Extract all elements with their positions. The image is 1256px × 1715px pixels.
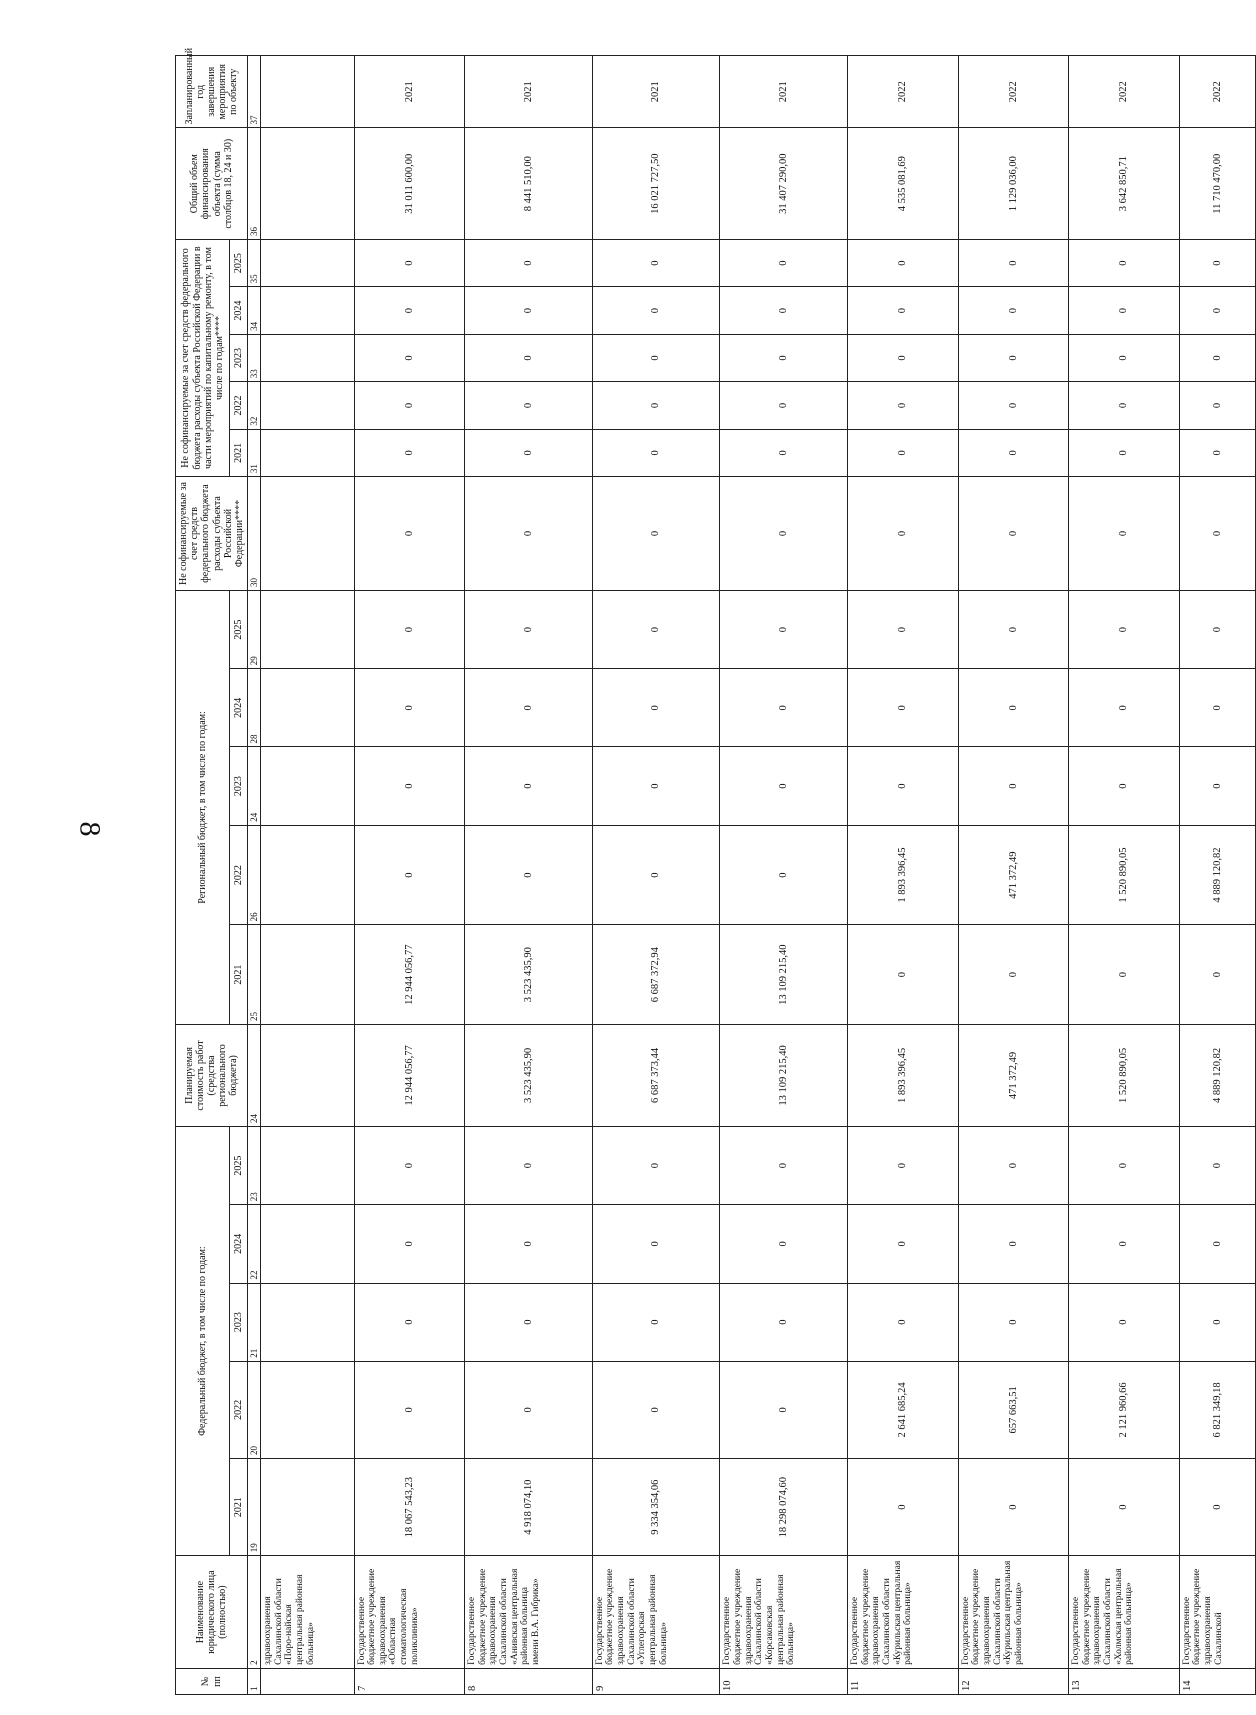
entity-name-cell: Государственное бюджетное учреждение здравоохранения «Областная стоматологическая поликлиника»: [354, 1556, 465, 1669]
value-cell-n2024: 0: [465, 287, 593, 334]
value-cell-n2023: 0: [1179, 334, 1255, 381]
value-cell-n2024: 0: [592, 287, 720, 334]
value-cell-nc: 0: [465, 477, 593, 591]
value-cell-f2023: 0: [958, 1283, 1069, 1361]
table-row: [1179, 56, 1255, 1695]
value-cell-f2025: 0: [720, 1126, 848, 1204]
value-cell-r2021: 13 109 215,40: [720, 925, 848, 1025]
value-cell-n2023: 0: [848, 334, 959, 381]
value-cell-planned: 13 109 215,40: [720, 1024, 848, 1126]
value-cell-f2024: [261, 1205, 354, 1283]
value-cell-r2025: 0: [465, 590, 593, 668]
value-cell-r2024: [261, 669, 354, 747]
value-cell-n2021: 0: [592, 429, 720, 476]
value-cell-n2021: 0: [958, 429, 1069, 476]
value-cell-f2023: 0: [720, 1283, 848, 1361]
header-reg-year: 2021: [230, 925, 248, 1025]
header-fed-year: 2022: [230, 1361, 248, 1458]
header-not-cofinanced: Не софинансируемые за счет средств федерального бюджета расходы субъекта Российской Федерации****: [176, 477, 248, 591]
value-cell-n2021: 0: [848, 429, 959, 476]
value-cell-nc: 0: [1179, 477, 1255, 591]
value-cell-n2022: 0: [848, 382, 959, 429]
value-cell-total: 16 021 727,50: [592, 128, 720, 239]
value-cell-r2025: 0: [354, 590, 465, 668]
value-cell-n2024: [261, 287, 354, 334]
value-cell-f2023: 0: [592, 1283, 720, 1361]
value-cell-f2023: 0: [1179, 1283, 1255, 1361]
value-cell-r2021: 12 944 056,77: [354, 925, 465, 1025]
header-no: № пп: [176, 1668, 248, 1694]
value-cell-f2023: [261, 1283, 354, 1361]
value-cell-r2023: 0: [592, 747, 720, 825]
value-cell-n2022: 0: [1179, 382, 1255, 429]
header-reg-year: 2023: [230, 747, 248, 825]
value-cell-n2021: 0: [465, 429, 593, 476]
value-cell-f2022: 0: [592, 1361, 720, 1458]
value-cell-n2022: 0: [958, 382, 1069, 429]
value-cell-r2021: 0: [1069, 925, 1180, 1025]
value-cell-nc: 0: [848, 477, 959, 591]
value-cell-n2022: 0: [1069, 382, 1180, 429]
value-cell-f2024: 0: [1069, 1205, 1180, 1283]
header-fed-year: 2021: [230, 1459, 248, 1556]
value-cell-n2025: 0: [848, 239, 959, 286]
value-cell-f2022: 657 663,51: [958, 1361, 1069, 1458]
value-cell-n2023: 0: [354, 334, 465, 381]
header-year: Запланированный год завершения мероприятия по объекту: [176, 56, 248, 128]
column-number: 31: [248, 429, 261, 476]
value-cell-f2022: 0: [720, 1361, 848, 1458]
value-cell-f2021: 18 298 074,60: [720, 1459, 848, 1556]
value-cell-total: 31 407 290,00: [720, 128, 848, 239]
value-cell-year: 2022: [1179, 56, 1255, 128]
table-body: [261, 56, 1256, 1695]
value-cell-r2025: [261, 590, 354, 668]
value-cell-f2021: 18 067 543,23: [354, 1459, 465, 1556]
value-cell-r2022: 4 889 120,82: [1179, 825, 1255, 925]
value-cell-r2022: [261, 825, 354, 925]
value-cell-f2023: 0: [465, 1283, 593, 1361]
header-nc-year: 2024: [230, 287, 248, 334]
entity-name-cell: Государственное бюджетное учреждение здравоохранения Сахалинской области «Курильская центральная районная больница»: [958, 1556, 1069, 1669]
value-cell-nc: 0: [1069, 477, 1180, 591]
value-cell-f2023: 0: [848, 1283, 959, 1361]
column-number: 34: [248, 287, 261, 334]
value-cell-r2025: 0: [848, 590, 959, 668]
column-number: 21: [248, 1283, 261, 1361]
value-cell-year: 2021: [720, 56, 848, 128]
value-cell-r2021: 6 687 372,94: [592, 925, 720, 1025]
value-cell-n2023: 0: [1069, 334, 1180, 381]
value-cell-planned: 12 944 056,77: [354, 1024, 465, 1126]
financing-table: [175, 47, 1256, 1695]
value-cell-r2021: 0: [1179, 925, 1255, 1025]
value-cell-r2022: 0: [720, 825, 848, 925]
value-cell-f2025: [261, 1126, 354, 1204]
value-cell-year: 2021: [592, 56, 720, 128]
value-cell-planned: 3 523 435,90: [465, 1024, 593, 1126]
value-cell-n2022: 0: [720, 382, 848, 429]
value-cell-n2024: 0: [848, 287, 959, 334]
value-cell-total: 1 129 036,00: [958, 128, 1069, 239]
value-cell-f2025: 0: [1069, 1126, 1180, 1204]
value-cell-n2023: 0: [958, 334, 1069, 381]
value-cell-f2025: 0: [465, 1126, 593, 1204]
value-cell-n2021: 0: [354, 429, 465, 476]
column-number: 37: [248, 56, 261, 128]
value-cell-r2024: 0: [354, 669, 465, 747]
value-cell-planned: [261, 1024, 354, 1126]
column-number: 20: [248, 1361, 261, 1458]
table-row: [1069, 56, 1180, 1695]
column-number: 2: [248, 1556, 261, 1669]
value-cell-year: 2022: [848, 56, 959, 128]
header-nc-year: 2025: [230, 239, 248, 286]
value-cell-year: 2021: [354, 56, 465, 128]
value-cell-f2021: [261, 1459, 354, 1556]
value-cell-planned: 471 372,49: [958, 1024, 1069, 1126]
value-cell-r2025: 0: [1069, 590, 1180, 668]
table-row: [354, 56, 465, 1695]
value-cell-r2023: 0: [1069, 747, 1180, 825]
column-number: 33: [248, 334, 261, 381]
value-cell-f2025: 0: [592, 1126, 720, 1204]
value-cell-n2023: 0: [720, 334, 848, 381]
column-number-row: [248, 56, 261, 1695]
value-cell-n2022: 0: [465, 382, 593, 429]
value-cell-f2023: 0: [354, 1283, 465, 1361]
value-cell-total: [261, 128, 354, 239]
value-cell-r2024: 0: [720, 669, 848, 747]
value-cell-n2023: [261, 334, 354, 381]
column-number: 24: [248, 747, 261, 825]
rotated-table-container: [175, 47, 1250, 1695]
row-number-cell: 11: [848, 1668, 959, 1694]
value-cell-year: [261, 56, 354, 128]
value-cell-r2023: 0: [958, 747, 1069, 825]
value-cell-n2025: 0: [1069, 239, 1180, 286]
table-row: [261, 56, 354, 1695]
header-nc-year: 2022: [230, 382, 248, 429]
value-cell-r2024: 0: [1179, 669, 1255, 747]
value-cell-planned: 1 520 890,05: [1069, 1024, 1180, 1126]
value-cell-r2024: 0: [592, 669, 720, 747]
column-number: 22: [248, 1205, 261, 1283]
value-cell-f2024: 0: [958, 1205, 1069, 1283]
value-cell-n2024: 0: [354, 287, 465, 334]
value-cell-r2021: 3 523 435,90: [465, 925, 593, 1025]
table-row: [465, 56, 593, 1695]
entity-name-cell: Государственное бюджетное учреждение здравоохранения Сахалинской: [1179, 1556, 1255, 1669]
value-cell-f2025: 0: [1179, 1126, 1255, 1204]
header-reg-year: 2024: [230, 669, 248, 747]
value-cell-r2022: 1 893 396,45: [848, 825, 959, 925]
value-cell-n2022: [261, 382, 354, 429]
value-cell-f2024: 0: [465, 1205, 593, 1283]
table-row: [848, 56, 959, 1695]
entity-name-cell: Государственное бюджетное учреждение здравоохранения Сахалинской области «Холмская центральная районная больница»: [1069, 1556, 1180, 1669]
value-cell-f2022: 2 121 960,66: [1069, 1361, 1180, 1458]
value-cell-r2022: 1 520 890,05: [1069, 825, 1180, 925]
value-cell-f2024: 0: [720, 1205, 848, 1283]
value-cell-r2024: 0: [1069, 669, 1180, 747]
value-cell-r2024: 0: [848, 669, 959, 747]
value-cell-r2022: 0: [592, 825, 720, 925]
value-cell-n2023: 0: [465, 334, 593, 381]
value-cell-n2024: 0: [1179, 287, 1255, 334]
table-row: [592, 56, 720, 1695]
value-cell-nc: 0: [592, 477, 720, 591]
value-cell-f2022: [261, 1361, 354, 1458]
value-cell-r2023: 0: [848, 747, 959, 825]
row-number-cell: 13: [1069, 1668, 1180, 1694]
header-reg-year: 2025: [230, 590, 248, 668]
value-cell-f2025: 0: [958, 1126, 1069, 1204]
value-cell-n2021: 0: [720, 429, 848, 476]
entity-name-cell: Государственное бюджетное учреждение здравоохранения Сахалинской области «Углегорская центральная районная больница»: [592, 1556, 720, 1669]
value-cell-r2023: 0: [354, 747, 465, 825]
value-cell-year: 2022: [1069, 56, 1180, 128]
entity-name-cell: Государственное бюджетное учреждение здравоохранения Сахалинской области «Анивская центральная районная больница имени В.А. Гибрика»: [465, 1556, 593, 1669]
value-cell-r2025: 0: [958, 590, 1069, 668]
value-cell-f2021: 0: [958, 1459, 1069, 1556]
value-cell-planned: 4 889 120,82: [1179, 1024, 1255, 1126]
value-cell-f2024: 0: [354, 1205, 465, 1283]
row-number-cell: 10: [720, 1668, 848, 1694]
value-cell-f2024: 0: [592, 1205, 720, 1283]
value-cell-f2021: 0: [848, 1459, 959, 1556]
header-fed-year: 2025: [230, 1126, 248, 1204]
header-fed-year: 2024: [230, 1205, 248, 1283]
header-not-cofinanced-years: Не софинансируемые за счет средств федерального бюджета расходы субъекта Российской Федерации в части мероприятий по капитальному ремонту, в том числе по годам****: [176, 239, 230, 476]
value-cell-r2023: 0: [720, 747, 848, 825]
value-cell-n2025: [261, 239, 354, 286]
value-cell-r2022: 0: [465, 825, 593, 925]
header-nc-year: 2021: [230, 429, 248, 476]
value-cell-r2025: 0: [592, 590, 720, 668]
header-federal: Федеральный бюджет, в том числе по годам:: [176, 1126, 230, 1555]
row-number-cell: 7: [354, 1668, 465, 1694]
value-cell-total: 4 535 081,69: [848, 128, 959, 239]
value-cell-f2022: 0: [354, 1361, 465, 1458]
value-cell-n2025: 0: [465, 239, 593, 286]
value-cell-n2024: 0: [1069, 287, 1180, 334]
value-cell-nc: 0: [720, 477, 848, 591]
column-number: 26: [248, 825, 261, 925]
value-cell-r2023: 0: [465, 747, 593, 825]
value-cell-year: 2022: [958, 56, 1069, 128]
value-cell-r2024: 0: [958, 669, 1069, 747]
value-cell-n2024: 0: [720, 287, 848, 334]
value-cell-f2023: 0: [1069, 1283, 1180, 1361]
value-cell-f2021: 9 334 354,06: [592, 1459, 720, 1556]
row-number-cell: 9: [592, 1668, 720, 1694]
value-cell-r2021: [261, 925, 354, 1025]
header-reg-year: 2022: [230, 825, 248, 925]
column-number: 29: [248, 590, 261, 668]
value-cell-n2022: 0: [354, 382, 465, 429]
column-number: 32: [248, 382, 261, 429]
value-cell-f2021: 4 918 074,10: [465, 1459, 593, 1556]
value-cell-r2023: 0: [1179, 747, 1255, 825]
value-cell-year: 2021: [465, 56, 593, 128]
value-cell-f2025: 0: [848, 1126, 959, 1204]
column-number: 19: [248, 1459, 261, 1556]
header-fed-year: 2023: [230, 1283, 248, 1361]
row-number-cell: 12: [958, 1668, 1069, 1694]
value-cell-r2023: [261, 747, 354, 825]
value-cell-n2021: 0: [1069, 429, 1180, 476]
value-cell-f2022: 0: [465, 1361, 593, 1458]
value-cell-f2021: 0: [1179, 1459, 1255, 1556]
column-number: 24: [248, 1024, 261, 1126]
value-cell-planned: 1 893 396,45: [848, 1024, 959, 1126]
value-cell-n2025: 0: [354, 239, 465, 286]
value-cell-n2023: 0: [592, 334, 720, 381]
column-number: 25: [248, 925, 261, 1025]
table-row: [720, 56, 848, 1695]
value-cell-nc: 0: [958, 477, 1069, 591]
column-number: 23: [248, 1126, 261, 1204]
entity-name-cell: Государственное бюджетное учреждение здравоохранения Сахалинской области «Курильская центральная районная больница»: [848, 1556, 959, 1669]
value-cell-n2025: 0: [1179, 239, 1255, 286]
column-number: 1: [248, 1668, 261, 1694]
header-planned: Планируемая стоимость работ (средства регионального бюджета): [176, 1024, 248, 1126]
value-cell-r2021: 0: [848, 925, 959, 1025]
value-cell-n2021: [261, 429, 354, 476]
value-cell-n2025: 0: [592, 239, 720, 286]
header-total: Общий объем финансирования объекта (сумма столбцов 18, 24 и 30): [176, 128, 248, 239]
value-cell-n2025: 0: [720, 239, 848, 286]
column-number: 35: [248, 239, 261, 286]
value-cell-total: 31 011 600,00: [354, 128, 465, 239]
value-cell-r2025: 0: [720, 590, 848, 668]
value-cell-nc: [261, 477, 354, 591]
page-number: 8: [73, 821, 107, 837]
value-cell-r2022: 0: [354, 825, 465, 925]
column-number: 30: [248, 477, 261, 591]
value-cell-n2024: 0: [958, 287, 1069, 334]
row-number-cell: 14: [1179, 1668, 1255, 1694]
value-cell-r2024: 0: [465, 669, 593, 747]
value-cell-f2024: 0: [1179, 1205, 1255, 1283]
value-cell-total: 8 441 510,00: [465, 128, 593, 239]
value-cell-f2024: 0: [848, 1205, 959, 1283]
value-cell-f2022: 2 641 685,24: [848, 1361, 959, 1458]
value-cell-total: 11 710 470,00: [1179, 128, 1255, 239]
column-number: 28: [248, 669, 261, 747]
value-cell-nc: 0: [354, 477, 465, 591]
value-cell-n2022: 0: [592, 382, 720, 429]
column-number: 36: [248, 128, 261, 239]
header-regional: Региональный бюджет, в том числе по годам:: [176, 590, 230, 1024]
value-cell-f2021: 0: [1069, 1459, 1180, 1556]
value-cell-planned: 6 687 373,44: [592, 1024, 720, 1126]
header-name: Наименование юридического лица (полностью): [176, 1556, 248, 1669]
value-cell-r2025: 0: [1179, 590, 1255, 668]
value-cell-n2021: 0: [1179, 429, 1255, 476]
value-cell-total: 3 642 850,71: [1069, 128, 1180, 239]
row-number-cell: [261, 1668, 354, 1694]
value-cell-f2025: 0: [354, 1126, 465, 1204]
entity-name-cell: Государственное бюджетное учреждение здравоохранения Сахалинской области «Корсаковская центральная районная больница»: [720, 1556, 848, 1669]
value-cell-r2021: 0: [958, 925, 1069, 1025]
value-cell-n2025: 0: [958, 239, 1069, 286]
table-row: [958, 56, 1069, 1695]
header-nc-year: 2023: [230, 334, 248, 381]
row-number-cell: 8: [465, 1668, 593, 1694]
value-cell-r2022: 471 372,49: [958, 825, 1069, 925]
entity-name-cell: здравоохранения Сахалинской области «Поро-найская центральная районная больница»: [261, 1556, 354, 1669]
value-cell-f2022: 6 821 349,18: [1179, 1361, 1255, 1458]
